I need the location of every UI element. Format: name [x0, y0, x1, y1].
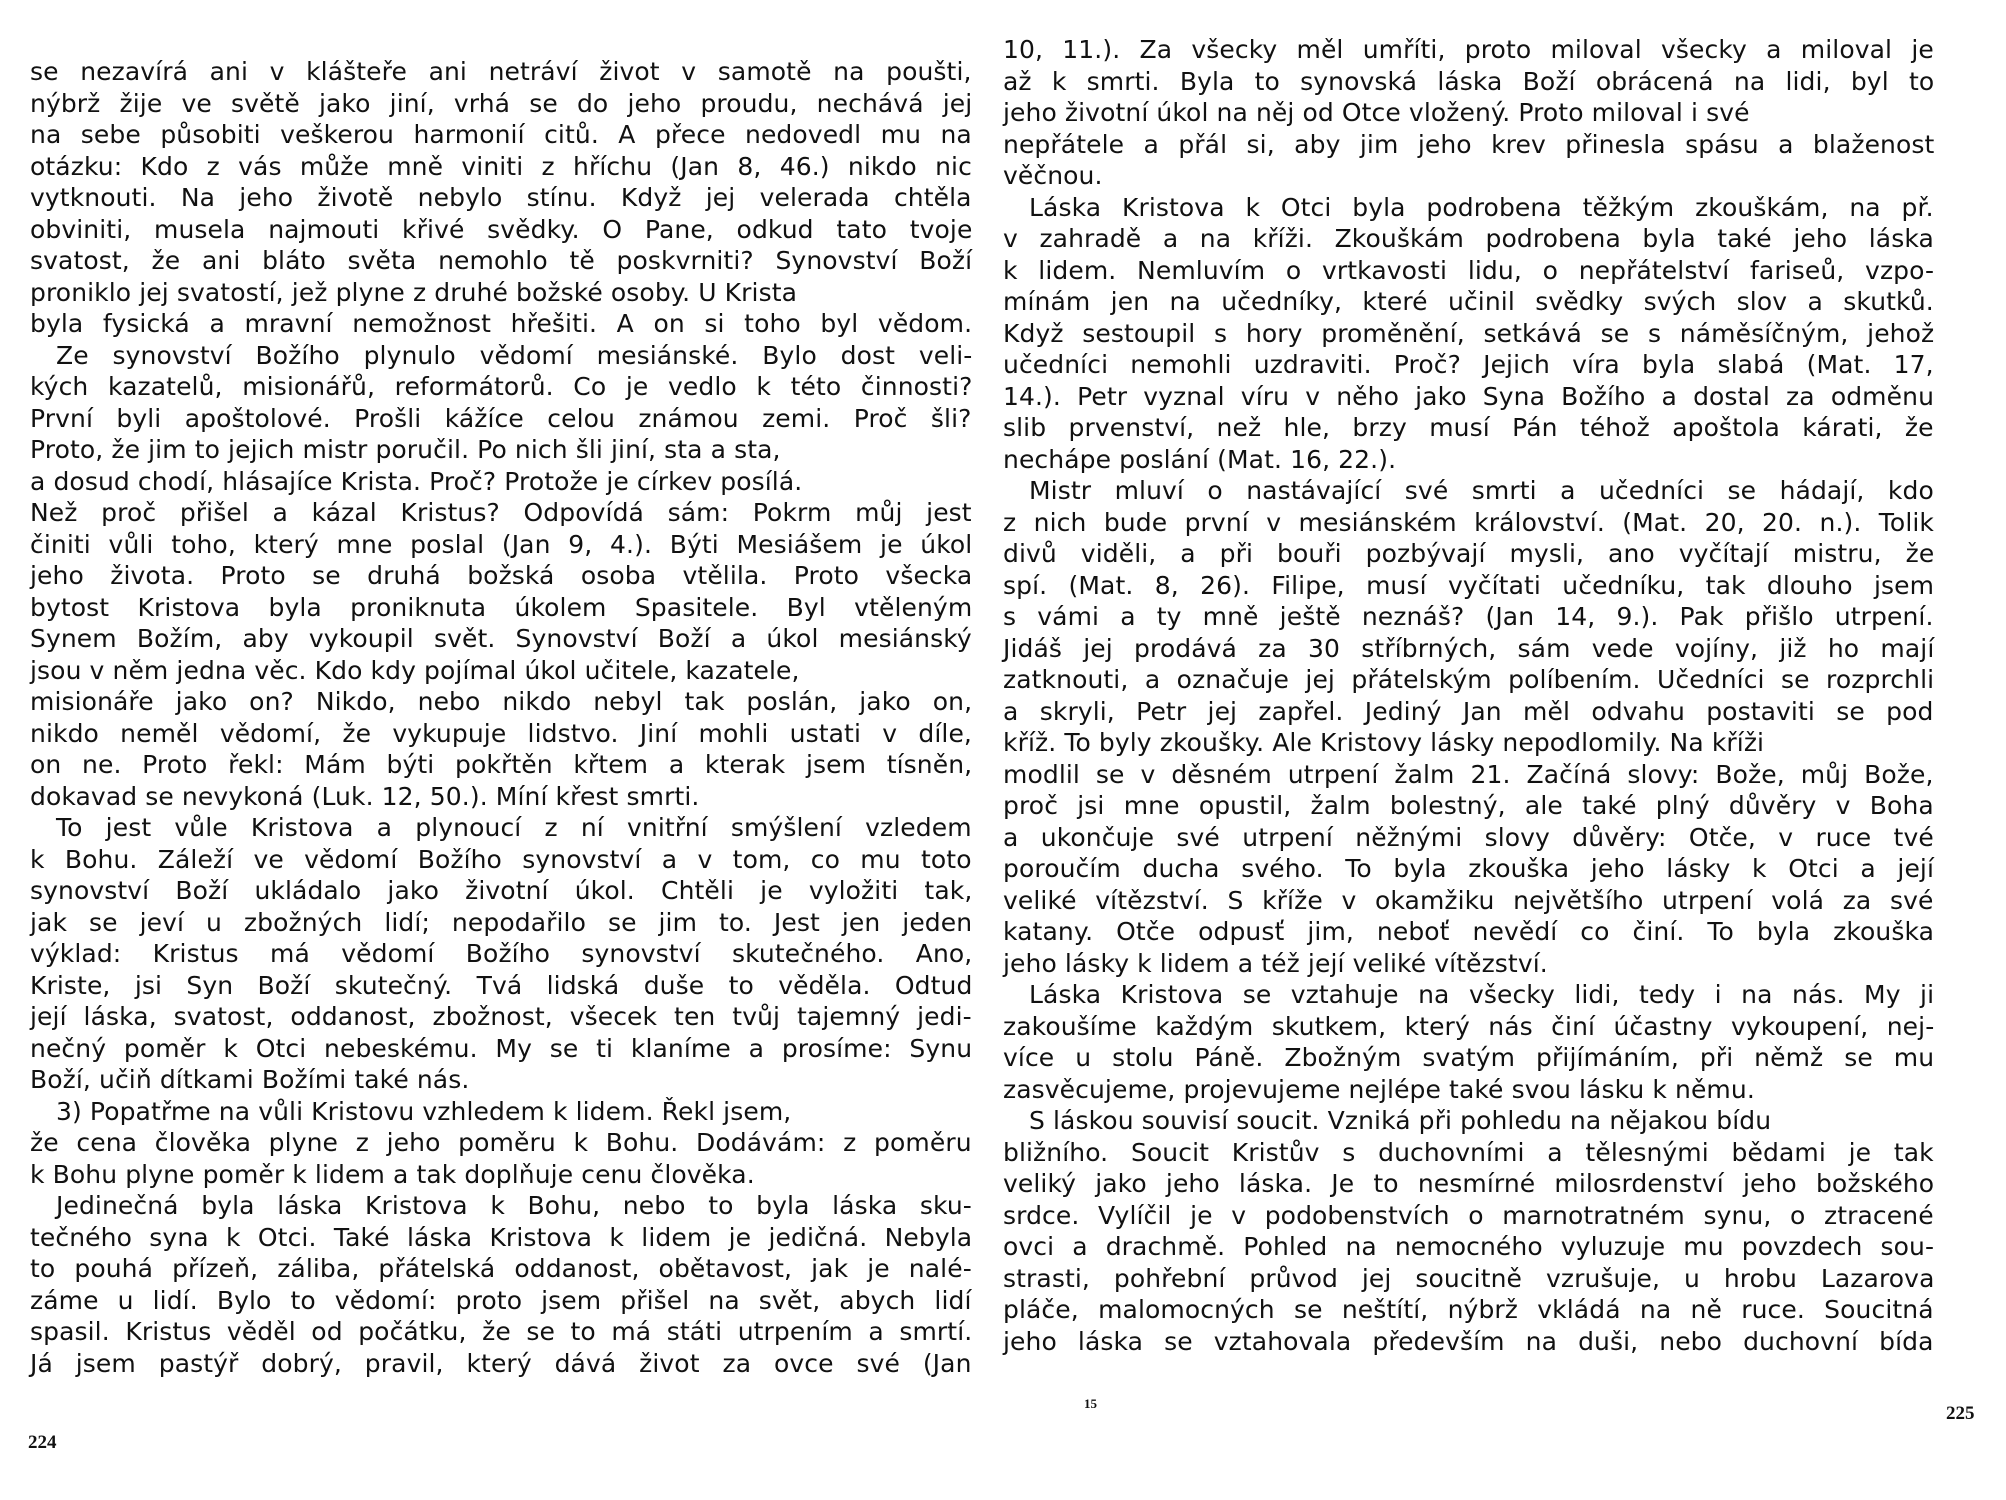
- text-line: bytost Kristova byla proniknuta úkolem Spasitele. Byl vtěleným: [30, 593, 973, 622]
- text-line: z nich bude první v mesiánském království. (Mat. 20, 20. n.). Tolik: [1003, 508, 1934, 537]
- text-line: bližního. Soucit Kristův s duchovními a tělesnými bědami je tak: [1003, 1138, 1934, 1167]
- text-line: Já jsem pastýř dobrý, pravil, který dává život za ovce své (Jan: [30, 1349, 972, 1378]
- text-line: zakoušíme každým skutkem, který nás činí účastny vykoupení, nej-: [1003, 1012, 1935, 1041]
- text-line: katany. Otče odpusť jim, neboť nevědí co činí. To byla zkouška: [1003, 917, 1935, 946]
- text-line: obviniti, musela najmouti křivé svědky. O Pane, odkud tato tvoje: [30, 215, 973, 244]
- text-line: tečného syna k Otci. Také láska Kristova k lidem je jedičná. Nebyla: [30, 1223, 973, 1252]
- text-line: nýbrž žije ve světě jako jiní, vrhá se do jeho proudu, nechává jej: [30, 89, 973, 118]
- text-line: srdce. Vylíčil je v podobenstvích o marnotratném synu, o ztracené: [1003, 1201, 1934, 1230]
- text-line: proniklo jej svatostí, jež plyne z druhé božské osoby. U Krista: [30, 278, 798, 307]
- text-line: více u stolu Páně. Zbožným svatým přijímáním, při němž se mu: [1003, 1043, 1935, 1072]
- text-line: záme u lidí. Bylo to vědomí: proto jsem přišel na svět, abych lidí: [30, 1286, 972, 1315]
- text-line: s vámi a ty mně ještě neznáš? (Jan 14, 9.). Pak přišlo utrpení.: [1003, 602, 1934, 631]
- text-line: výklad: Kristus má vědomí Božího synovství skutečného. Ano,: [30, 939, 973, 968]
- text-line: Láska Kristova k Otci byla podrobena těžkým zkouškám, na př.: [1029, 193, 1934, 222]
- text-line: strasti, pohřební průvod jej soucitně vzrušuje, u hrobu Lazarova: [1003, 1264, 1935, 1293]
- text-line: synovství Boží ukládalo jako životní úkol. Chtěli je vyložiti tak,: [30, 876, 973, 905]
- text-line: misionáře jako on? Nikdo, nebo nikdo nebyl tak poslán, jako on,: [30, 687, 973, 716]
- text-line: jeho života. Proto se druhá božská osoba vtělila. Proto všecka: [30, 561, 973, 590]
- text-line: jeho životní úkol na něj od Otce vložený. Proto miloval i své: [1003, 98, 1750, 127]
- text-line: se nezavírá ani v klášteře ani netráví život v samotě na poušti,: [30, 57, 972, 86]
- text-line: Kriste, jsi Syn Boží skutečný. Tvá lidská duše to věděla. Odtud: [30, 971, 973, 1000]
- text-line: v zahradě a na kříži. Zkouškám podrobena byla také jeho láska: [1003, 224, 1934, 253]
- text-line: divů viděli, a při bouři pozbývají mysli, ano vyčítají mistru, že: [1003, 539, 1935, 568]
- text-line: že cena člověka plyne z jeho poměru k Bohu. Dodávám: z poměru: [30, 1128, 972, 1157]
- text-line: svatost, že ani bláto světa nemohlo tě poskvrniti? Synovství Boží: [30, 246, 973, 275]
- text-line: Synem Božím, aby vykoupil svět. Synovství Boží a úkol mesiánský: [30, 624, 972, 653]
- text-line: k lidem. Nemluvím o vrtkavosti lidu, o nepřátelství fariseů, vzpo-: [1003, 256, 1935, 285]
- text-line: byla fysická a mravní nemožnost hřešiti. A on si toho byl vědom.: [30, 309, 973, 338]
- text-line: Jidáš jej prodává za 30 stříbrných, sám vede vojíny, již ho mají: [1003, 634, 1935, 663]
- text-line: 10, 11.). Za všecky měl umříti, proto miloval všecky a miloval je: [1003, 35, 1934, 64]
- text-line: pláče, malomocných se neštítí, nýbrž vkládá na ně ruce. Soucitná: [1003, 1295, 1934, 1324]
- text-line: kříž. To byly zkoušky. Ale Kristovy lásky nepodlomily. Na kříži: [1003, 728, 1765, 757]
- text-line: S láskou souvisí soucit. Vzniká při pohledu na nějakou bídu: [1029, 1106, 1772, 1135]
- text-line: mínám jen na učedníky, které učinil svědky svých slov a skutků.: [1003, 287, 1934, 316]
- text-line: spasil. Kristus věděl od počátku, že se to má státi utrpením a smrtí.: [30, 1317, 973, 1346]
- text-line: ovci a drachmě. Pohled na nemocného vyluzuje mu povzdech sou-: [1003, 1232, 1935, 1261]
- text-line: to pouhá přízeň, záliba, přátelská oddanost, obětavost, jak je nalé-: [30, 1254, 972, 1283]
- text-line: slib prvenství, než hle, brzy musí Pán téhož apoštola kárati, že: [1003, 413, 1934, 442]
- text-line: zasvěcujeme, projevujeme nejlépe také svou lásku k němu.: [1003, 1075, 1755, 1104]
- text-line: proč jsi mne opustil, žalm bolestný, ale také plný důvěry v Boha: [1003, 791, 1934, 820]
- text-line: k Bohu. Záleží ve vědomí Božího synovství a v tom, co mu toto: [30, 845, 972, 874]
- text-line: k Bohu plyne poměr k lidem a tak doplňuje cenu člověka.: [30, 1160, 755, 1189]
- text-line: jeho láska se vztahovala především na duši, nebo duchovní bída: [1003, 1327, 1934, 1356]
- text-line: na sebe působiti veškerou harmonií citů. A přece nedovedl mu na: [30, 120, 972, 149]
- text-line: a ukončuje své utrpení něžnými slovy důvěry: Otče, v ruce tvé: [1003, 823, 1934, 852]
- text-line: její láska, svatost, oddanost, zbožnost, všecek ten tvůj tajemný jedi-: [30, 1002, 972, 1031]
- text-line: a skryli, Petr jej zapřel. Jediný Jan měl odvahu postaviti se pod: [1003, 697, 1934, 726]
- text-line: Když sestoupil s hory proměnění, setkává se s náměsíčným, jehož: [1003, 319, 1935, 348]
- text-line: Boží, učiň dítkami Božími také nás.: [30, 1065, 470, 1094]
- left-page-number: 224: [28, 1432, 57, 1453]
- text-line: jsou v něm jedna věc. Kdo kdy pojímal úkol učitele, kazatele,: [30, 656, 800, 685]
- text-line: zatknouti, a označuje jej přátelským políbením. Učedníci se rozprchli: [1003, 665, 1935, 694]
- text-line: veliké vítězství. S kříže v okamžiku největšího utrpení volá za své: [1003, 886, 1934, 915]
- text-line: věčnou.: [1003, 161, 1103, 190]
- text-line: Jedinečná byla láska Kristova k Bohu, nebo to byla láska sku-: [56, 1191, 972, 1220]
- text-line: vytknouti. Na jeho životě nebylo stínu. Když jej velerada chtěla: [30, 183, 972, 212]
- text-line: a dosud chodí, hlásajíce Krista. Proč? Protože je církev posílá.: [30, 467, 803, 496]
- text-line: jeho lásky k lidem a též její veliké vítězství.: [1003, 949, 1548, 978]
- text-line: modlil se v děsném utrpení žalm 21. Začíná slovy: Bože, můj Bože,: [1003, 760, 1934, 789]
- text-line: jak se jeví u zbožných lidí; nepodařilo se jim to. Jest jen jeden: [30, 908, 973, 937]
- text-line: dokavad se nevykoná (Luk. 12, 50.). Míní křest smrti.: [30, 782, 700, 811]
- text-line: Láska Kristova se vztahuje na všecky lidi, tedy i na nás. My ji: [1029, 980, 1935, 1009]
- text-line: 14.). Petr vyznal víru v něho jako Syna Božího a dostal za odměnu: [1003, 382, 1935, 411]
- text-line: až k smrti. Byla to synovská láska Boží obrácená na lidi, byl to: [1003, 67, 1935, 96]
- text-line: kých kazatelů, misionářů, reformátorů. Co je vedlo k této činnosti?: [30, 372, 973, 401]
- text-line: První byli apoštolové. Prošli kážíce celou známou zemi. Proč šli?: [30, 404, 972, 433]
- text-line: otázku: Kdo z vás může mně viniti z hříchu (Jan 8, 46.) nikdo nic: [30, 152, 972, 181]
- text-line: nikdo neměl vědomí, že vykupuje lidstvo. Jiní mohli ustati v díle,: [30, 719, 972, 748]
- text-line: nepřátele a přál si, aby jim jeho krev přinesla spásu a blaženost: [1003, 130, 1935, 159]
- text-line: poroučím ducha svého. To byla zkouška jeho lásky k Otci a její: [1003, 854, 1935, 883]
- text-line: 3) Popatřme na vůli Kristovu vzhledem k lidem. Řekl jsem,: [56, 1097, 792, 1126]
- text-line: Proto, že jim to jejich mistr poručil. Po nich šli jiní, sta a sta,: [30, 435, 781, 464]
- text-line: Mistr mluví o nastávající své smrti a učedníci se hádají, kdo: [1029, 476, 1934, 505]
- text-line: Než proč přišel a kázal Kristus? Odpovídá sám: Pokrm můj jest: [30, 498, 972, 527]
- text-line: To jest vůle Kristova a plynoucí z ní vnitřní smýšlení vzledem: [56, 813, 972, 842]
- right-page: [1003, 0, 2006, 1500]
- text-line: veliký jako jeho láska. Je to nesmírné milosrdenství jeho božského: [1003, 1169, 1935, 1198]
- text-line: on ne. Proto řekl: Mám býti pokřtěn křtem a kterak jsem tísněn,: [30, 750, 973, 779]
- text-line: činiti vůli toho, který mne poslal (Jan 9, 4.). Býti Mesiášem je úkol: [30, 530, 973, 559]
- text-line: nechápe poslání (Mat. 16, 22.).: [1003, 445, 1397, 474]
- right-page-number: 225: [1946, 1403, 1975, 1424]
- text-line: Ze synovství Božího plynulo vědomí mesiánské. Bylo dost veli-: [56, 341, 973, 370]
- text-line: nečný poměr k Otci nebeskému. My se ti klaníme a prosíme: Synu: [30, 1034, 973, 1063]
- text-line: učedníci nemohli uzdraviti. Proč? Jejich víra byla slabá (Mat. 17,: [1003, 350, 1934, 379]
- text-line: spí. (Mat. 8, 26). Filipe, musí vyčítati učedníku, tak dlouho jsem: [1003, 571, 1935, 600]
- signature-mark: 15: [1084, 1396, 1097, 1411]
